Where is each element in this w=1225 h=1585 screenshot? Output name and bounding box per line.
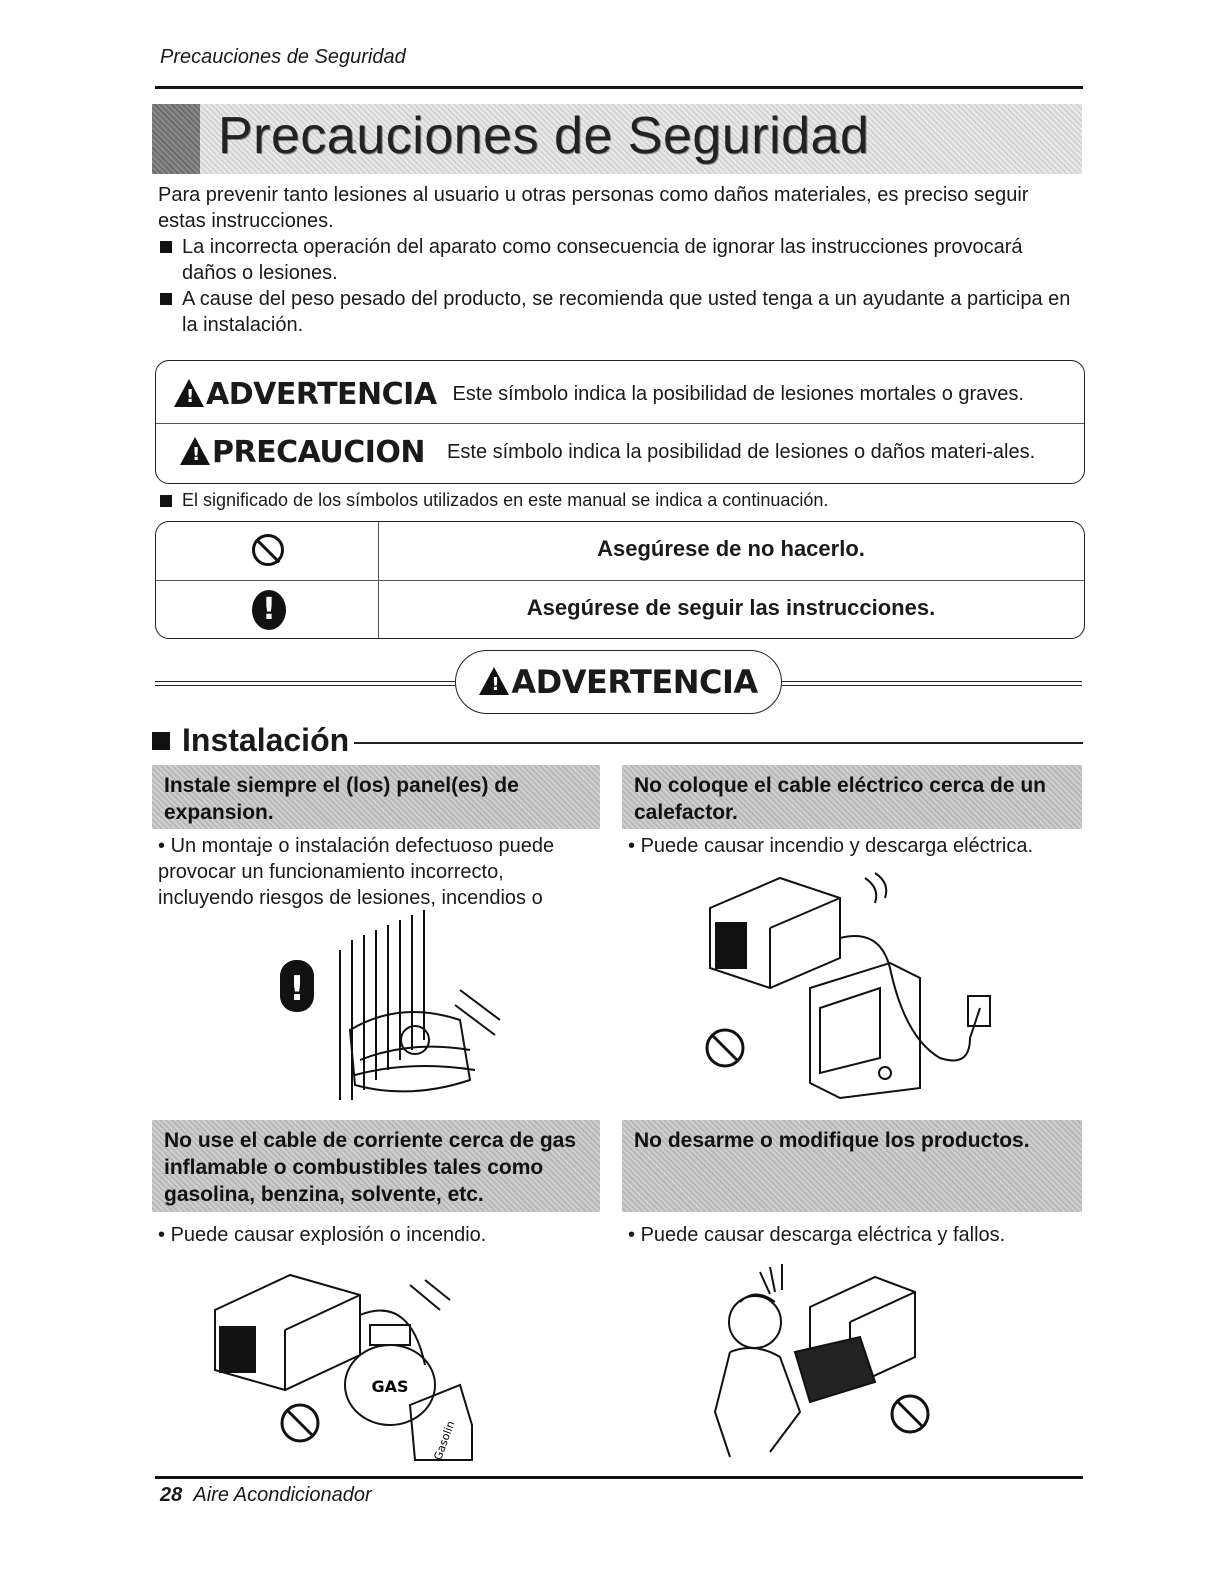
title-marker — [152, 104, 200, 174]
intro-bullet: La incorrecta operación del aparato como consecuencia de ignorar las instrucciones provocará daños o lesiones. — [158, 234, 1078, 286]
precaucion-desc: Este símbolo indica la posibilidad de lesiones o daños materi-ales. — [447, 440, 1036, 463]
prohibition-icon — [892, 1396, 928, 1432]
signal-word-box — [155, 360, 1085, 484]
bullet-square-icon — [160, 293, 172, 305]
table-row — [252, 534, 284, 566]
section-rule — [354, 742, 1083, 744]
table-row — [252, 590, 286, 630]
section-heading — [152, 722, 349, 759]
symbols-table — [155, 521, 1085, 639]
precaucion-label: PRECAUCION — [212, 434, 426, 470]
page-footer — [160, 1484, 372, 1507]
precaucion-row — [156, 427, 1084, 477]
warning-banner — [455, 650, 782, 714]
item-note: • Un montaje o instalación defectuoso puede provocar un funcionamiento incorrecto, incluyendo riesgos de lesiones, incendios o — [158, 835, 555, 909]
item-note: • Puede causar explosión o incendio. — [158, 1224, 487, 1246]
mandatory-icon: ! — [252, 590, 286, 630]
intro-bullet: A cause del peso pesado del producto, se recomienda que usted tenga a un ayudante a participa en la instalación. — [158, 286, 1078, 338]
item-heading: No coloque el cable eléctrico cerca de un calefactor. — [622, 765, 1082, 829]
bullet-square-icon — [152, 732, 170, 750]
box-divider — [156, 423, 1084, 424]
advertencia-desc: Este símbolo indica la posibilidad de lesiones mortales o graves. — [452, 382, 1024, 405]
symbols-note: El significado de los símbolos utilizados en este manual se indica a continuación. — [158, 490, 1225, 511]
symbol-meaning: Asegúrese de no hacerlo. — [597, 536, 865, 561]
warning-triangle-icon — [479, 667, 511, 698]
gas-illustration — [210, 1255, 490, 1465]
heater-illustration — [690, 868, 1010, 1108]
intro-block — [158, 182, 1078, 338]
advertencia-label: ADVERTENCIA — [206, 376, 437, 412]
installation-illustration — [260, 910, 520, 1120]
gasoline-label: Gasolin — [431, 1419, 458, 1462]
symbol-meaning: Asegúrese de seguir las instrucciones. — [526, 595, 936, 620]
svg-text:!: ! — [289, 969, 305, 1009]
banner-rule-right — [782, 681, 1082, 686]
warning-triangle-icon — [180, 437, 212, 468]
prohibition-icon — [707, 1030, 743, 1066]
table-row-divider — [156, 580, 1084, 581]
item-note: • Puede causar descarga eléctrica y fallos. — [628, 1224, 1006, 1246]
prohibition-icon — [252, 534, 284, 566]
warning-triangle-icon — [174, 379, 206, 410]
page-number: 28 — [160, 1484, 183, 1506]
section-title: Instalación — [182, 722, 350, 758]
warning-banner-label: ADVERTENCIA — [511, 663, 758, 701]
gas-label: GAS — [371, 1377, 409, 1396]
item-note: • Puede causar incendio y descarga eléctrica. — [628, 835, 1034, 857]
item-heading: No desarme o modifique los productos. — [622, 1120, 1082, 1212]
page-title: Precauciones de Seguridad — [218, 107, 870, 165]
bullet-square-icon — [160, 241, 172, 253]
item-heading: Instale siempre el (los) panel(es) de expansion. — [152, 765, 600, 829]
advertencia-row — [156, 369, 1084, 419]
disassembly-illustration — [700, 1262, 960, 1462]
banner-rule-left — [155, 681, 455, 686]
intro-paragraph: Para prevenir tanto lesiones al usuario u otras personas como daños materiales, es preciso seguir estas instrucciones. — [158, 184, 1029, 232]
footer-rule — [155, 1476, 1083, 1479]
item-heading: No use el cable de corriente cerca de gas inflamable o combustibles tales como gasolina, benzina, solvente, etc. — [152, 1120, 600, 1212]
header-rule — [155, 86, 1083, 89]
footer-label: Aire Acondicionador — [193, 1484, 372, 1506]
running-header: Precauciones de Seguridad — [160, 46, 406, 68]
bullet-square-icon — [160, 495, 172, 507]
prohibition-icon — [282, 1405, 318, 1441]
